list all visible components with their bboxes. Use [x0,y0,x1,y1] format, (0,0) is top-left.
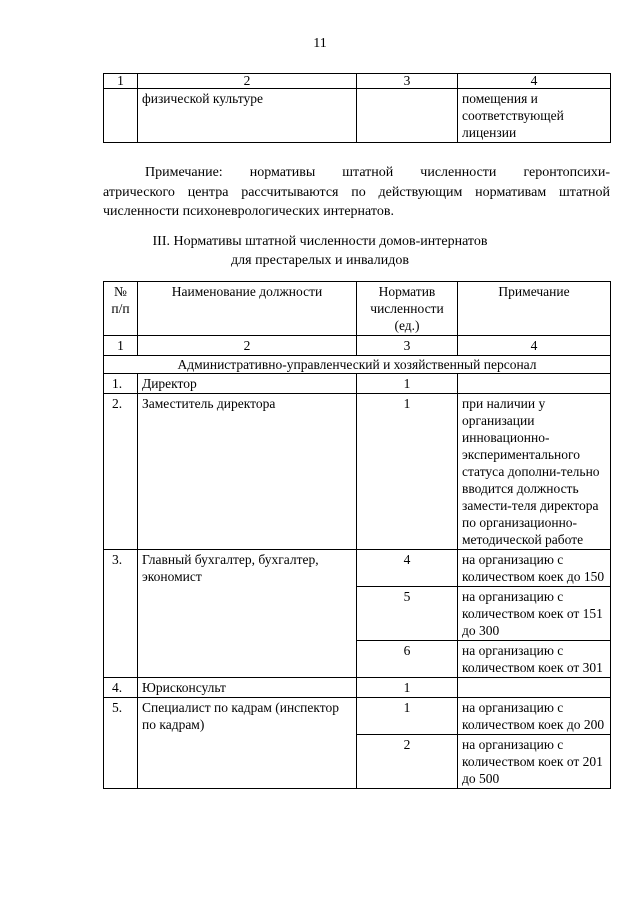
table-column-numbers-row [104,74,611,89]
row-note [458,678,611,698]
header-norm: Норматив численности (ед.) [357,282,458,336]
column-number: 2 [138,74,357,89]
header-note: Примечание [458,282,611,336]
column-number: 1 [104,74,138,89]
norm-value: 5 [357,587,458,641]
table-cell: помещения и соответствующей лицензии [458,89,611,143]
table-cell [104,89,138,143]
section-title-line: для престарелых и инвалидов [231,253,409,268]
row-note: на организацию с количеством коек от 301 [458,641,611,678]
norm-value: 4 [357,550,458,587]
row-number: 3. [104,550,138,678]
table-cell: физической культуре [138,89,357,143]
row-note [458,374,611,394]
norm-value: 1 [357,394,458,550]
note-rest: атрического центра рассчитываются по действующим нормативам штатной численности психоневрологических интернатов. [103,184,610,219]
section-title-line: III. Нормативы штатной численности домов-интернатов [152,234,488,249]
column-number: 4 [458,74,611,89]
row-note: на организацию с количеством коек от 201 до 500 [458,735,611,789]
table-row [104,698,611,735]
row-note: на организацию с количеством коек до 200 [458,698,611,735]
column-number: 1 [104,336,138,356]
position-name: Главный бухгалтер, бухгалтер, экономист [138,550,357,678]
header-num: № п/п [104,282,138,336]
position-name: Директор [138,374,357,394]
column-number: 3 [357,74,458,89]
table-row [104,394,611,550]
norm-value: 6 [357,641,458,678]
staffing-table [103,281,611,789]
table-header-row [104,282,611,336]
section-title [0,232,640,270]
group-title-row [104,356,611,374]
norm-value: 1 [357,698,458,735]
note-paragraph [103,163,610,222]
page-number: 11 [313,36,327,51]
row-number: 4. [104,678,138,698]
row-number: 5. [104,698,138,789]
position-name: Юрисконсульт [138,678,357,698]
norm-value: 2 [357,735,458,789]
norm-value: 1 [357,374,458,394]
row-number: 2. [104,394,138,550]
table-row [104,550,611,587]
table-cell [357,89,458,143]
row-number: 1. [104,374,138,394]
column-number: 4 [458,336,611,356]
group-title: Административно-управленческий и хозяйственный персонал [104,356,611,374]
continued-table [103,73,611,143]
position-name: Специалист по кадрам (инспектор по кадрам) [138,698,357,789]
table-row [104,374,611,394]
row-note: при наличии у организации инновационно-экспериментального статуса дополни-тельно вводится должность замести-теля директора по организационно-методической работе [458,394,611,550]
header-name: Наименование должности [138,282,357,336]
column-number: 2 [138,336,357,356]
column-number: 3 [357,336,458,356]
row-note: на организацию с количеством коек до 150 [458,550,611,587]
table-row [104,678,611,698]
position-name: Заместитель директора [138,394,357,550]
note-first-line: Примечание: нормативы штатной численности геронтопсихи- [145,165,610,180]
table-row [104,89,611,143]
norm-value: 1 [357,678,458,698]
row-note: на организацию с количеством коек от 151 до 300 [458,587,611,641]
table-column-numbers-row [104,336,611,356]
